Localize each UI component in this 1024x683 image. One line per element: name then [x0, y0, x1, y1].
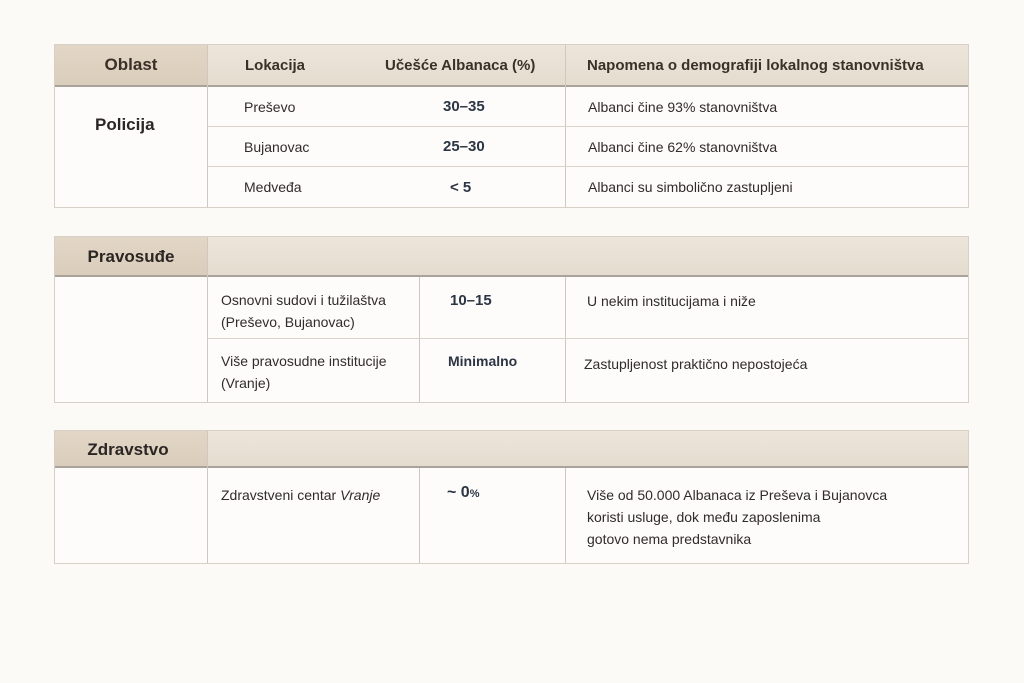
row-share: 10–15 — [450, 292, 492, 309]
share-value: ~ 0 — [447, 484, 470, 501]
row-location — [221, 350, 416, 394]
row-share: < 5 — [450, 178, 472, 196]
row-note: Albanci su simbolično zastupljeni — [588, 179, 793, 195]
row-share: 25–30 — [443, 138, 485, 155]
note-line: gotovo nema predstavnika — [587, 531, 752, 547]
location-line: (Vranje) — [221, 375, 271, 391]
row-share: 30–35 — [443, 98, 485, 115]
row-share: Minimalno — [448, 353, 518, 369]
header-ucesce: Učešće Albanaca (%) — [385, 56, 536, 74]
row-note: Albanci čine 93% stanovništva — [588, 98, 778, 115]
row-share — [447, 484, 557, 502]
row-note — [587, 484, 965, 550]
location-prefix: Zdravstveni centar — [221, 487, 341, 503]
header-lokacija: Lokacija — [245, 56, 306, 74]
row-location — [221, 289, 416, 333]
judiciary-table — [54, 236, 969, 403]
row-location — [221, 484, 416, 506]
row-note: Zastupljenost praktično nepostojeća — [584, 356, 808, 372]
police-table — [54, 44, 969, 208]
health-table — [54, 430, 969, 564]
area-label-pravosudje: Pravosuđe — [87, 247, 175, 266]
area-label-zdravstvo: Zdravstvo — [87, 439, 169, 459]
location-line: (Preševo, Bujanovac) — [221, 314, 355, 330]
area-label-policija: Policija — [95, 115, 155, 134]
row-location: Preševo — [244, 98, 296, 115]
note-line: koristi usluge, dok među zaposlenima — [587, 509, 821, 525]
header-oblast: Oblast — [104, 55, 158, 74]
note-line: Više od 50.000 Albanaca iz Preševa i Bujanovca — [587, 487, 888, 503]
row-note: Albanci čine 62% stanovništva — [588, 138, 778, 155]
location-line: Više pravosudne institucije — [221, 353, 387, 369]
location-line: Osnovni sudovi i tužilaštva — [221, 292, 386, 308]
header-napomena: Napomena o demografiji lokalnog stanovništva — [587, 56, 924, 74]
row-location: Bujanovac — [244, 138, 310, 155]
share-unit: % — [469, 488, 480, 500]
location-city: Vranje — [340, 487, 381, 503]
row-note: U nekim institucijama i niže — [587, 293, 756, 309]
row-location: Medveđa — [244, 179, 302, 195]
